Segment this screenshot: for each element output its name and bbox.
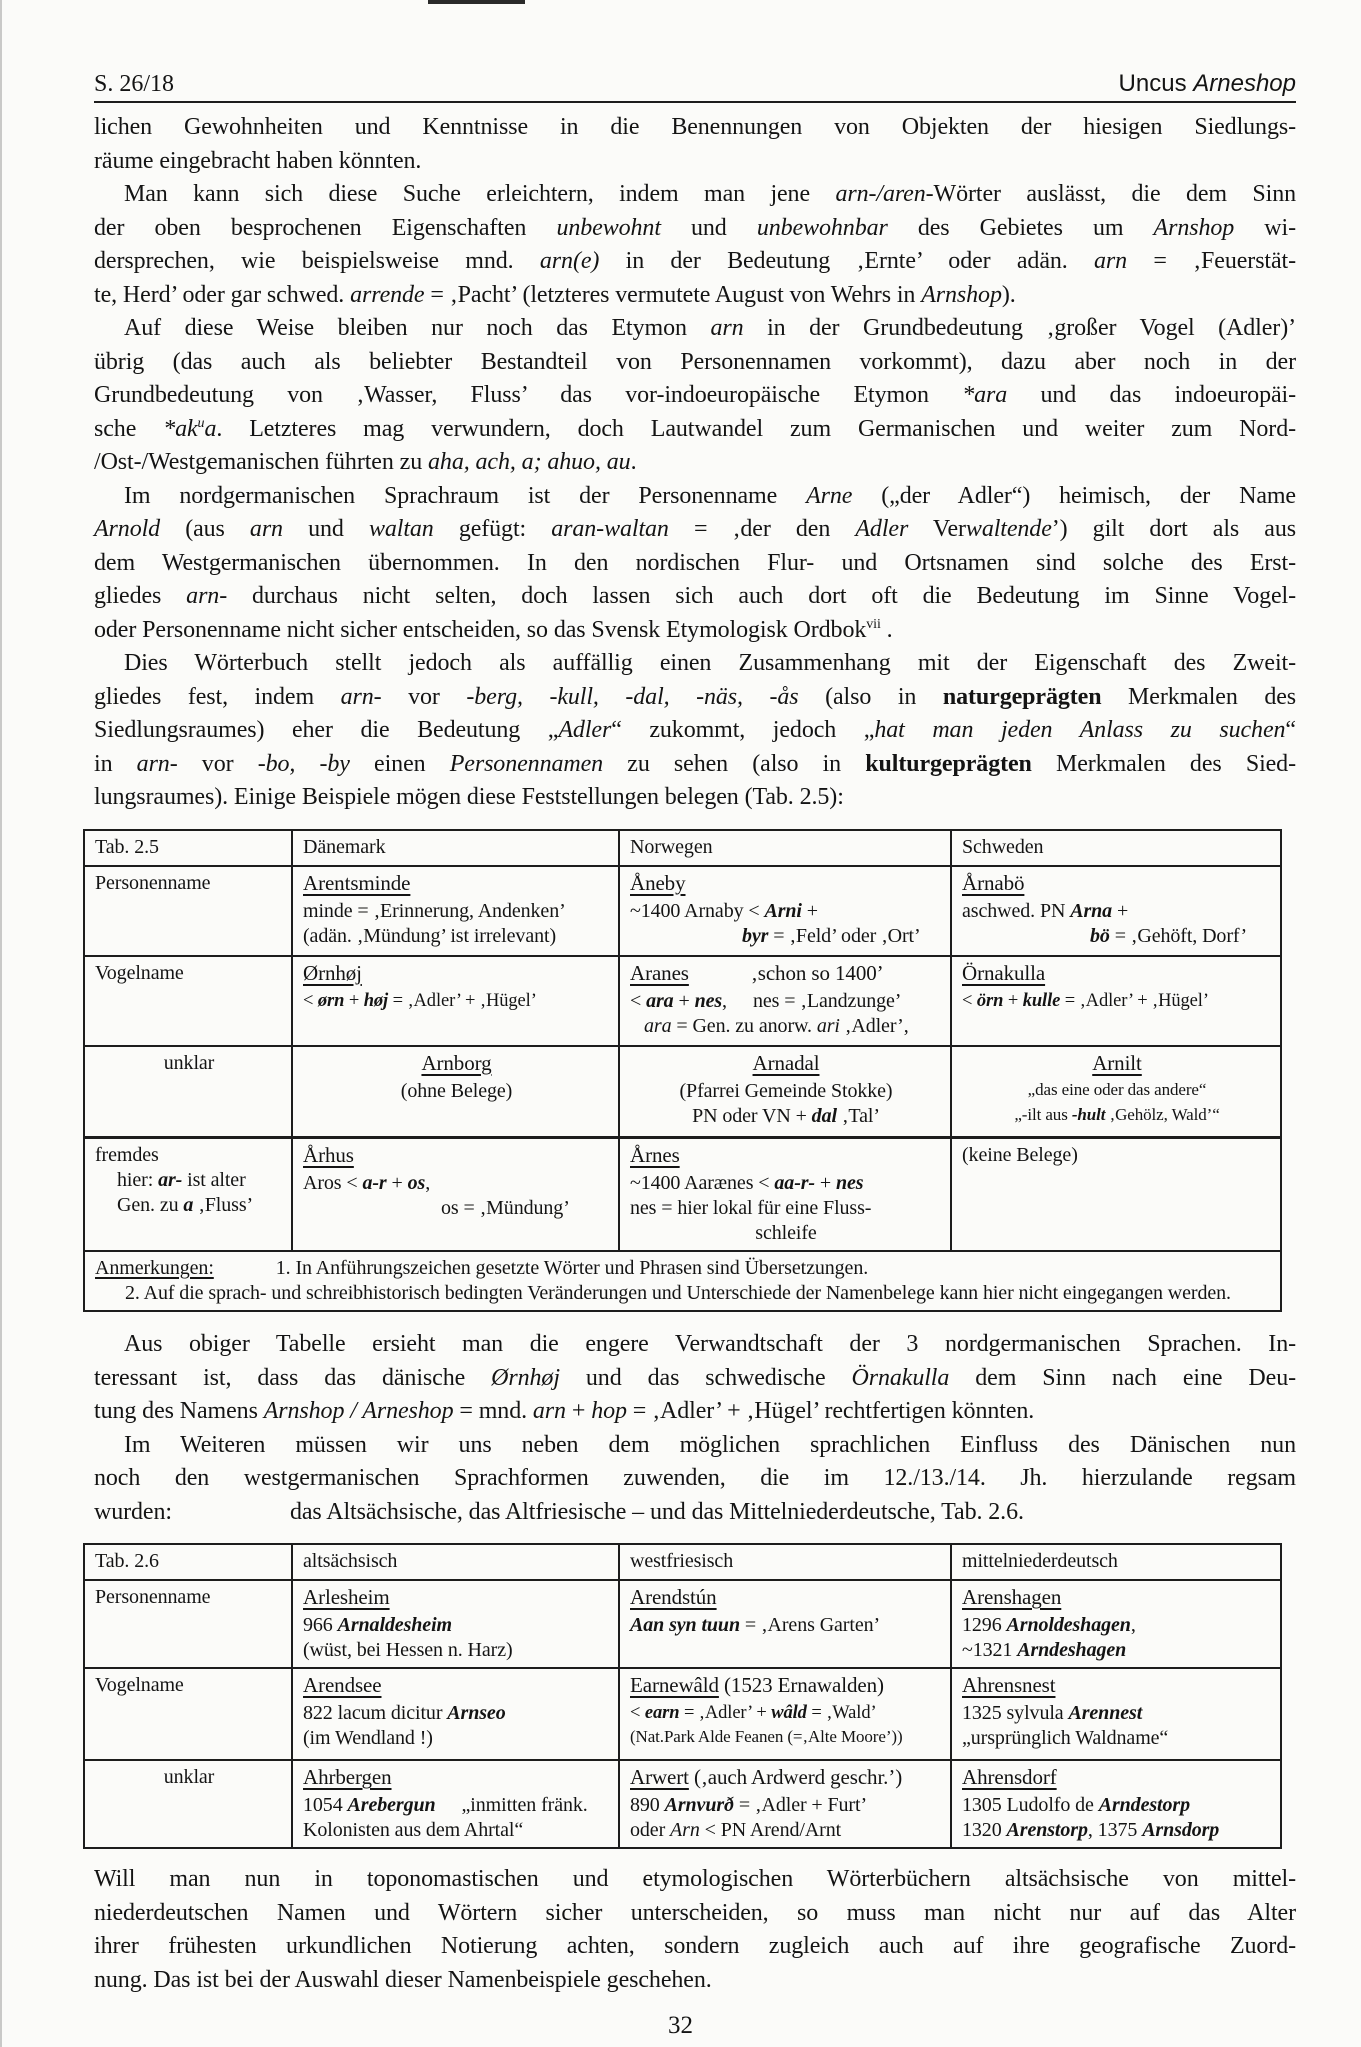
page-content bbox=[94, 70, 1296, 1997]
paragraph-8 bbox=[94, 1863, 1296, 1997]
text-line: Kolonisten aus dem Ahrtal“ bbox=[303, 1819, 524, 1841]
text-line: Aan syn tuun = ‚Arens Garten’ bbox=[630, 1614, 881, 1636]
text-line: teressant ist, dass das dänische Ørnhøj und das schwedische Örnakulla dem Sinn nach eine Deu- bbox=[94, 1364, 1296, 1391]
place-name: Earnewâld (1523 Ernawalden) bbox=[630, 1673, 884, 1697]
text-line: (adän. ‚Mündung’ ist irrelevant) bbox=[303, 924, 557, 947]
text-line: nes = hier lokal für eine Fluss- bbox=[630, 1197, 872, 1219]
note-line: 2. Auf die sprach- und schreibhistorisch bedingten Veränderungen und Unterschiede der Namenbelege kann hier nicht eingegangen werden. bbox=[125, 1282, 1231, 1304]
text-line: noch den westgermanischen Sprachformen zuwenden, die im 12./13./14. Jh. hierzulande regsam bbox=[94, 1465, 1296, 1491]
text-line: „das eine oder das andere“ bbox=[1027, 1079, 1207, 1099]
text-line: übrig (das auch als beliebter Bestandteil von Personennamen vorkommt), dazu aber noch in der bbox=[94, 348, 1296, 375]
table-header-row bbox=[84, 1544, 1281, 1580]
table-cell bbox=[292, 1138, 619, 1252]
text-line: 1305 Ludolfo de Arndestorp bbox=[962, 1794, 1190, 1816]
text-line: räume eingebracht haben könnten. bbox=[94, 147, 422, 174]
table-cell bbox=[619, 1138, 951, 1252]
text-line: < earn = ‚Adler’ + wâld = ‚Wald’ bbox=[630, 1703, 877, 1723]
text-line: 1296 Arnoldeshagen, bbox=[962, 1614, 1136, 1636]
text-line: gliedes arn- durchaus nicht selten, doch lassen sich auch dort oft die Bedeutung im Sinne Vogel- bbox=[94, 583, 1297, 609]
text-line: Siedlungsraumes) eher die Bedeutung „Adler“ zukommt, jedoch „hat man jeden Anlass zu suchen“ bbox=[94, 717, 1296, 743]
text-line: 1054 Arebergun „inmitten fränk. bbox=[303, 1794, 588, 1816]
text-line: (Nat.Park Alde Feanen (=‚Alte Moore’)) bbox=[630, 1727, 903, 1746]
text-line: Arnold (aus arn und waltan gefügt: aran-waltan = ‚der den Adler Verwaltende’) gilt dort als aus bbox=[94, 516, 1296, 542]
text-line: ihrer frühesten urkundlichen Notierung achten, sondern zugleich auch auf ihre geografische Zuord- bbox=[94, 1933, 1296, 1959]
table-cell bbox=[292, 1668, 619, 1760]
place-name: Ørnhøj bbox=[303, 960, 362, 985]
row-label: Personenname bbox=[84, 866, 292, 956]
text-line: (keine Belege) bbox=[962, 1144, 1078, 1166]
text-line: PN oder VN + dal ‚Tal’ bbox=[692, 1104, 880, 1127]
place-name: Arnborg bbox=[421, 1050, 492, 1075]
text-line: dersprechen, wie beispielsweise mnd. arn(e) in der Bedeutung ‚Ernte’ oder adän. arn = ‚Feuerstät- bbox=[94, 248, 1297, 274]
place-name: Århus bbox=[303, 1143, 354, 1167]
place-name: Aranes ‚schon so 1400’ bbox=[630, 960, 884, 985]
text-line: schleife bbox=[755, 1222, 817, 1244]
col-header-daenemark: Dänemark bbox=[292, 830, 619, 866]
table-notes-cell bbox=[84, 1251, 1281, 1311]
text-line: in arn- vor -bo, -by einen Personennamen zu sehen (also in kulturgeprägten Merkmalen des Sied- bbox=[94, 750, 1296, 777]
text-line: Gen. zu a ‚Fluss’ bbox=[117, 1194, 254, 1216]
text-line: gliedes fest, indem arn- vor -berg, -kull, -dal, -näs, -ås (also in naturgeprägten Merkmalen des bbox=[94, 683, 1297, 710]
row-label: Personenname bbox=[84, 1580, 292, 1668]
table-cell bbox=[951, 956, 1281, 1046]
body-text bbox=[94, 111, 1296, 1997]
scan-edge-artifact bbox=[0, 0, 2, 2047]
row-label: Vogelname bbox=[84, 956, 292, 1046]
place-name: Ahrensdorf bbox=[962, 1765, 1057, 1789]
table-row-vogelname bbox=[84, 1668, 1281, 1760]
text-line: der oben besprochenen Eigenschaften unbewohnt und unbewohnbar des Gebietes um Arnshop wi- bbox=[94, 214, 1296, 241]
table-cell bbox=[292, 1046, 619, 1138]
place-name: Årnabö bbox=[962, 870, 1025, 895]
place-name: Arnadal bbox=[752, 1050, 820, 1075]
table-header-row bbox=[84, 830, 1281, 866]
row-label: unklar bbox=[84, 1760, 292, 1848]
paragraph-2 bbox=[94, 178, 1296, 312]
text-line: Im nordgermanischen Sprachraum ist der Personenname Arne („der Adler“) heimisch, der Name bbox=[124, 482, 1296, 509]
text-line: Will man nun in toponomastischen und etymologischen Wörterbüchern altsächsische von mittel- bbox=[94, 1866, 1296, 1892]
text-line: (wüst, bei Hessen n. Harz) bbox=[303, 1639, 513, 1661]
text-line: 890 Arnvurð = ‚Adler + Furt’ bbox=[630, 1794, 868, 1816]
text-line: 966 Arnaldesheim bbox=[303, 1614, 452, 1636]
table-row-fremdes bbox=[84, 1138, 1281, 1252]
paragraph-5 bbox=[94, 647, 1296, 815]
text-line: niederdeutschen Namen und Wörtern sicher unterscheiden, so muss man nicht nur auf das Alter bbox=[94, 1899, 1296, 1926]
text-line: < örn + kulle = ‚Adler’ + ‚Hügel’ bbox=[962, 990, 1209, 1011]
col-header-schweden: Schweden bbox=[951, 830, 1281, 866]
place-name: Örnakulla bbox=[962, 960, 1046, 985]
table-cell bbox=[292, 1760, 619, 1848]
text-line: oder Arn < PN Arend/Arnt bbox=[630, 1819, 842, 1841]
text-line: < ørn + høj = ‚Adler’ + ‚Hügel’ bbox=[303, 990, 537, 1011]
text-line: „ursprünglich Waldname“ bbox=[962, 1727, 1169, 1749]
table-cell bbox=[619, 1580, 951, 1668]
running-title-plain: Uncus bbox=[1118, 70, 1194, 97]
text-line: (ohne Belege) bbox=[400, 1079, 513, 1102]
table-cell bbox=[951, 1580, 1281, 1668]
table-cell bbox=[951, 866, 1281, 956]
text-line: (im Wendland !) bbox=[303, 1727, 433, 1749]
paragraph-3 bbox=[94, 312, 1296, 480]
text-line: nung. Das ist bei der Auswahl dieser Namenbeispiele geschehen. bbox=[94, 1966, 712, 1993]
text-line: ~1400 Aarænes < aa-r- + nes bbox=[630, 1172, 864, 1194]
table-cell bbox=[619, 956, 951, 1046]
text-line: bö = ‚Gehöft, Dorf’ bbox=[1090, 924, 1248, 947]
text-line: (Pfarrei Gemeinde Stokke) bbox=[679, 1079, 893, 1102]
row-label-title: fremdes bbox=[95, 1144, 159, 1166]
text-line: < ara + nes, nes = ‚Landzunge’ bbox=[630, 989, 902, 1012]
text-line: 822 lacum dicitur Arnseo bbox=[303, 1702, 506, 1724]
table-cell bbox=[619, 1668, 951, 1760]
place-name: Arendsee bbox=[303, 1673, 382, 1697]
row-label: Vogelname bbox=[84, 1668, 292, 1760]
text-line: minde = ‚Erinnerung, Andenken’ bbox=[303, 899, 566, 922]
table-cell bbox=[951, 1138, 1281, 1252]
col-header-altsaechsisch: altsächsisch bbox=[292, 1544, 619, 1580]
table-cell bbox=[619, 866, 951, 956]
text-line: ~1400 Arnaby < Arni + bbox=[630, 899, 818, 922]
table-caption: Tab. 2.5 bbox=[84, 830, 292, 866]
text-line: te, Herd’ oder gar schwed. arrende = ‚Pacht’ (letzteres vermutete August von Wehrs in Arnshop). bbox=[94, 281, 1016, 308]
text-line: wurden: das Altsächsische, das Altfriesische – und das Mittelniederdeutsche, Tab. 2.6. bbox=[94, 1498, 1024, 1525]
text-line: byr = ‚Feld’ oder ‚Ort’ bbox=[742, 924, 921, 947]
table-cell bbox=[619, 1046, 951, 1138]
text-line: /Ost-/Westgemanischen führten zu aha, ach, a; ahuo, au. bbox=[94, 449, 637, 475]
text-line: sche $*ak^ua$. Letzteres mag verwundern, doch Lautwandel zum Germanischen und weiter zum Nord- bbox=[94, 415, 1296, 442]
text-line: lichen Gewohnheiten und Kenntnisse in die Benennungen von Objekten der hiesigen Siedlungs- bbox=[94, 114, 1296, 140]
running-title bbox=[1119, 70, 1296, 98]
running-title-italic: Arneshop bbox=[1193, 70, 1296, 97]
table-row-personenname bbox=[84, 866, 1281, 956]
text-line: Aus obiger Tabelle ersieht man die engere Verwandtschaft der 3 nordgermanischen Sprachen. In- bbox=[124, 1331, 1296, 1357]
paragraph-4 bbox=[94, 480, 1296, 648]
scan-top-artifact bbox=[428, 0, 525, 4]
place-name: Arentsminde bbox=[303, 870, 411, 895]
text-line: Dies Wörterbuch stellt jedoch als auffällig einen Zusammenhang mit der Eigenschaft des Zweit- bbox=[124, 650, 1296, 676]
place-name: Arlesheim bbox=[303, 1585, 390, 1609]
place-name: Arendstún bbox=[630, 1585, 717, 1609]
paragraph-6 bbox=[94, 1328, 1296, 1429]
text-line: Aros < a-r + os, bbox=[303, 1172, 431, 1194]
page-reference: S. 26/18 bbox=[94, 71, 175, 97]
text-line: Man kann sich diese Suche erleichtern, indem man jene arn-/aren-Wörter auslässt, die dem Sinn bbox=[124, 181, 1297, 207]
place-name: Årnes bbox=[630, 1143, 680, 1167]
text-line: os = ‚Mündung’ bbox=[441, 1197, 570, 1219]
place-name: Arenshagen bbox=[962, 1585, 1062, 1609]
table-cell bbox=[951, 1046, 1281, 1138]
text-line: ara = Gen. zu anorw. ari ‚Adler’, bbox=[644, 1014, 909, 1037]
place-name: Ahrbergen bbox=[303, 1765, 392, 1789]
row-label bbox=[84, 1138, 292, 1252]
text-line: 1320 Arenstorp, 1375 Arnsdorp bbox=[962, 1819, 1220, 1841]
table-row-unklar bbox=[84, 1046, 1281, 1138]
place-name: Ahrensnest bbox=[962, 1673, 1056, 1697]
col-header-norwegen: Norwegen bbox=[619, 830, 951, 866]
row-label: unklar bbox=[84, 1046, 292, 1138]
table-cell bbox=[619, 1760, 951, 1848]
table-row-anmerkungen bbox=[84, 1251, 1281, 1311]
table-cell bbox=[951, 1760, 1281, 1848]
text-line: Auf diese Weise bleiben nur noch das Etymon arn in der Grundbedeutung ‚großer Vogel (Adler)’ bbox=[124, 315, 1296, 341]
table-cell bbox=[951, 1668, 1281, 1760]
text-line: lungsraumes). Einige Beispiele mögen diese Feststellungen belegen (Tab. 2.5): bbox=[94, 784, 844, 810]
note-line: Anmerkungen: 1. In Anführungszeichen gesetzte Wörter und Phrasen sind Übersetzungen. bbox=[95, 1257, 869, 1279]
table-cell bbox=[292, 1580, 619, 1668]
table-row-vogelname bbox=[84, 956, 1281, 1046]
table-row-unklar bbox=[84, 1760, 1281, 1848]
paragraph-1 bbox=[94, 111, 1296, 178]
table-2-6 bbox=[83, 1543, 1282, 1849]
page-number: 32 bbox=[668, 2012, 693, 2039]
col-header-mittelniederdeutsch: mittelniederdeutsch bbox=[951, 1544, 1281, 1580]
paragraph-7 bbox=[94, 1429, 1296, 1530]
table-caption: Tab. 2.6 bbox=[84, 1544, 292, 1580]
text-line: oder Personenname nicht sicher entscheiden, so das Svensk Etymologisk Ordbok$^{vii}$ . bbox=[94, 616, 893, 643]
text-line: aschwed. PN Arna + bbox=[962, 899, 1129, 922]
table-2-5 bbox=[83, 829, 1282, 1313]
text-line: 1325 sylvula Arennest bbox=[962, 1702, 1143, 1724]
text-line: „-ilt aus -hult ‚Gehölz, Wald’“ bbox=[1014, 1104, 1220, 1124]
place-name: Åneby bbox=[630, 870, 686, 895]
page-header bbox=[94, 70, 1296, 103]
col-header-westfriesisch: westfriesisch bbox=[619, 1544, 951, 1580]
table-cell bbox=[292, 956, 619, 1046]
text-line: dem Westgermanischen übernommen. In den nordischen Flur- und Ortsnamen sind solche des Erst- bbox=[94, 549, 1296, 576]
place-name: Arnilt bbox=[1092, 1050, 1142, 1075]
table-row-personenname bbox=[84, 1580, 1281, 1668]
table-cell bbox=[292, 866, 619, 956]
text-line: ~1321 Arndeshagen bbox=[962, 1639, 1127, 1661]
text-line: hier: ar- ist alter bbox=[117, 1169, 246, 1191]
place-name: Arwert (‚auch Ardwerd geschr.’) bbox=[630, 1765, 903, 1789]
text-line: tung des Namens Arnshop / Arneshop = mnd. arn + hop = ‚Adler’ + ‚Hügel’ rechtfertigen könnten. bbox=[94, 1398, 1035, 1424]
text-line: Im Weiteren müssen wir uns neben dem möglichen sprachlichen Einfluss des Dänischen nun bbox=[124, 1431, 1296, 1458]
text-line: Grundbedeutung von ‚Wasser, Fluss’ das vor-indoeuropäische Etymon *ara und das indoeuropäi- bbox=[94, 382, 1296, 408]
